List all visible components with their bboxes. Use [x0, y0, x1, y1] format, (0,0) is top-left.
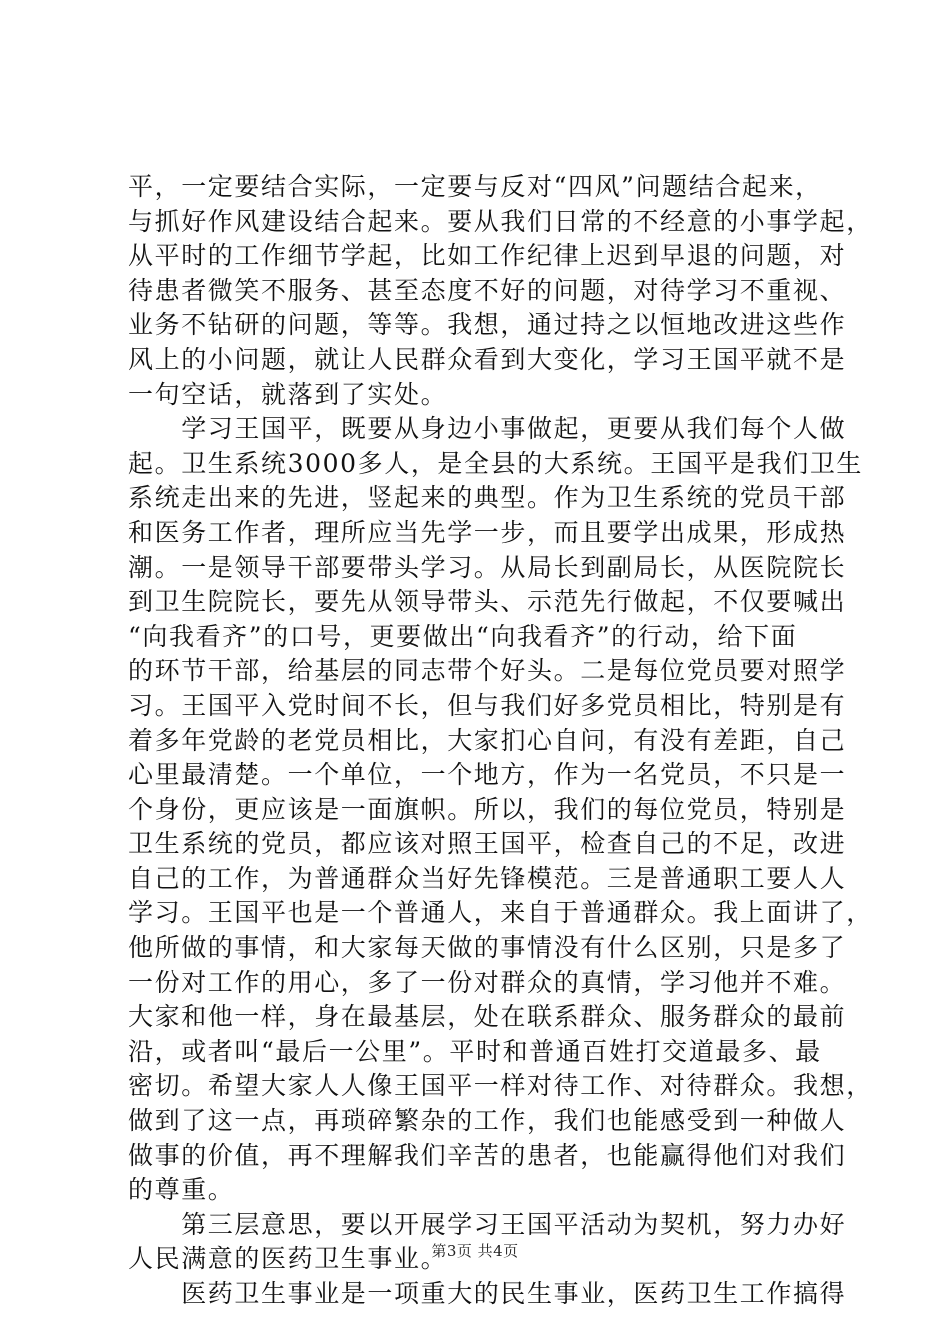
text-line: 自己的工作，为普通群众当好先锋模范。三是普通职工要人人: [128, 863, 847, 893]
text-line: “向我看齐”的口号，更要做出“向我看齐”的行动，给下面: [128, 621, 798, 651]
text-line: 与抓好作风建设结合起来。要从我们日常的不经意的小事学起，: [128, 206, 873, 236]
text-line: 密切。希望大家人人像王国平一样对待工作、对待群众。我想，: [128, 1071, 873, 1101]
text-line: 做事的价值，再不理解我们辛苦的患者，也能赢得他们对我们: [128, 1140, 847, 1170]
text-line: 潮。一是领导干部要带头学习。从局长到副局长，从医院院长: [128, 552, 847, 582]
text-line: 一句空话，就落到了实处。: [128, 379, 448, 409]
text-line: 学习王国平，既要从身边小事做起，更要从我们每个人做: [128, 414, 847, 444]
page-number-label: 第3页 共4页: [431, 1242, 519, 1260]
page-footer: [0, 1241, 950, 1261]
text-line: 学习。王国平也是一个普通人，来自于普通群众。我上面讲了，: [128, 898, 873, 928]
text-line: 一份对工作的用心，多了一份对群众的真情，学习他并不难。: [128, 967, 847, 997]
text-line: 风上的小问题，就让人民群众看到大变化，学习王国平就不是: [128, 344, 847, 374]
text-line: 待患者微笑不服务、甚至态度不好的问题，对待学习不重视、: [128, 275, 847, 305]
text-line: 他所做的事情，和大家每天做的事情没有什么区别，只是多了: [128, 933, 847, 963]
text-line: 到卫生院院长，要先从领导带头、示范先行做起，不仅要喊出: [128, 587, 847, 617]
text-line: 习。王国平入党时间不长，但与我们好多党员相比，特别是有: [128, 690, 847, 720]
text-line: 着多年党龄的老党员相比，大家扪心自问，有没有差距，自己: [128, 725, 847, 755]
text-line: 和医务工作者，理所应当先学一步，而且要学出成果，形成热: [128, 517, 847, 547]
text-line: 第三层意思，要以开展学习王国平活动为契机，努力办好: [128, 1209, 847, 1239]
text-line: 做到了这一点，再琐碎繁杂的工作，我们也能感受到一种做人: [128, 1106, 847, 1136]
text-line: 系统走出来的先进，竖起来的典型。作为卫生系统的党员干部: [128, 483, 847, 513]
text-line: 的环节干部，给基层的同志带个好头。二是每位党员要对照学: [128, 656, 847, 686]
document-body: [128, 170, 873, 1312]
text-line: 卫生系统的党员，都应该对照王国平，检查自己的不足，改进: [128, 829, 847, 859]
text-line: 大家和他一样，身在最基层，处在联系群众、服务群众的最前: [128, 1002, 847, 1032]
text-line: 沿，或者叫“最后一公里”。平时和普通百姓打交道最多、最: [128, 1036, 822, 1066]
text-line: 的尊重。: [128, 1175, 235, 1205]
text-line: 人民满意的医药卫生事业。: [128, 1244, 448, 1274]
text-line: 起。卫生系统3000多人，是全县的大系统。王国平是我们卫生: [128, 448, 864, 478]
text-line: 业务不钻研的问题，等等。我想，通过持之以恒地改进这些作: [128, 310, 847, 340]
text-line: 心里最清楚。一个单位，一个地方，作为一名党员，不只是一: [128, 760, 847, 790]
text-line: 平，一定要结合实际，一定要与反对“四风”问题结合起来，: [128, 172, 822, 201]
text-line: 个身份，更应该是一面旗帜。所以，我们的每位党员，特别是: [128, 794, 847, 824]
text-line: 医药卫生事业是一项重大的民生事业，医药卫生工作搞得: [128, 1279, 847, 1308]
text-line: 从平时的工作细节学起，比如工作纪律上迟到早退的问题，对: [128, 241, 847, 271]
